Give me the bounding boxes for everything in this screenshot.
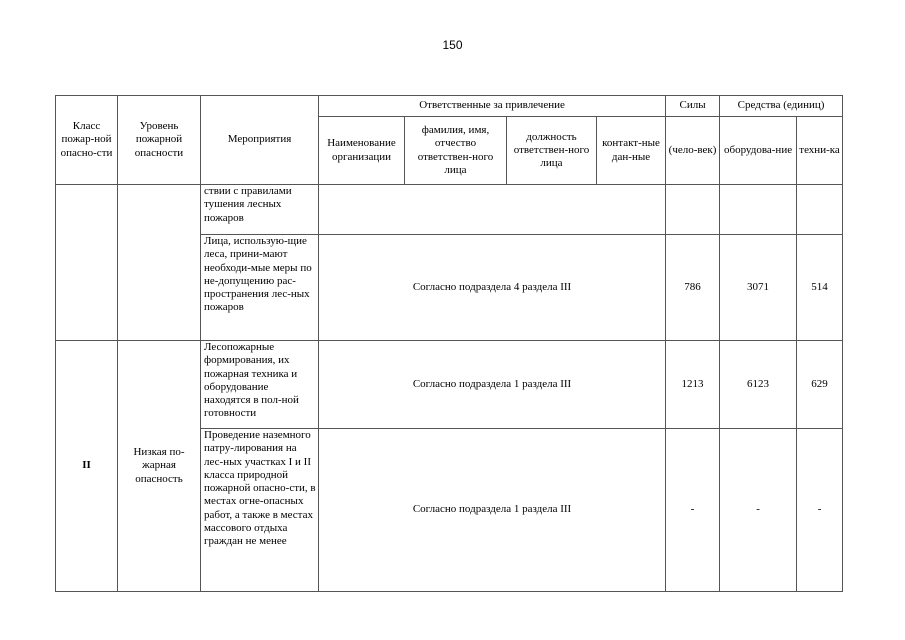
responsible-cell: Согласно подраздела 4 раздела III: [319, 235, 666, 341]
header-equipment: оборудова-ние: [720, 117, 797, 185]
measure-cell: Лица, использую-щие леса, прини-мают необходи-мые меры по не-допущению рас-пространения лес-ных пожаров: [201, 235, 319, 341]
header-responsible: Ответственные за привлечение: [319, 96, 666, 117]
header-means: Средства (единиц): [720, 96, 843, 117]
header-vehicles: техни-ка: [797, 117, 843, 185]
measure-cell: Лесопожарные формирования, их пожарная техника и оборудование находятся в пол-ной готовности: [201, 341, 319, 429]
fire-danger-table: [55, 95, 843, 592]
responsible-cell: [319, 185, 666, 235]
vehicles-cell: 514: [797, 235, 843, 341]
responsible-cell: Согласно подраздела 1 раздела III: [319, 429, 666, 592]
measure-cell: ствии с правилами тушения лесных пожаров: [201, 185, 319, 235]
equipment-cell: [720, 185, 797, 235]
header-measures: Мероприятия: [201, 96, 319, 185]
fire-class-cell-empty: [56, 185, 118, 341]
equipment-cell: 3071: [720, 235, 797, 341]
table-row: [56, 185, 843, 235]
header-people: (чело-век): [666, 117, 720, 185]
people-cell: [666, 185, 720, 235]
vehicles-cell: -: [797, 429, 843, 592]
equipment-cell: 6123: [720, 341, 797, 429]
people-cell: 1213: [666, 341, 720, 429]
header-position: должность ответствен-ного лица: [507, 117, 597, 185]
danger-level-cell-empty: [118, 185, 201, 341]
table-row: [56, 341, 843, 429]
vehicles-cell: [797, 185, 843, 235]
people-cell: -: [666, 429, 720, 592]
header-fire-class: Класс пожар-ной опасно-сти: [56, 96, 118, 185]
header-org-name: Наименование организации: [319, 117, 405, 185]
equipment-cell: -: [720, 429, 797, 592]
page-number: 150: [442, 38, 463, 52]
measure-cell: Проведение наземного патру-лирования на лес-ных участках I и II класса природной пожарной опасно-сти, в местах огне-опасных работ, а также в местах массового отдыха граждан не менее: [201, 429, 319, 592]
header-full-name: фамилия, имя, отчество ответствен-ного лица: [405, 117, 507, 185]
vehicles-cell: 629: [797, 341, 843, 429]
header-danger-level: Уровень пожарной опасности: [118, 96, 201, 185]
people-cell: 786: [666, 235, 720, 341]
responsible-cell: Согласно подраздела 1 раздела III: [319, 341, 666, 429]
fire-class-cell: II: [56, 341, 118, 592]
danger-level-cell: Низкая по-жарная опасность: [118, 341, 201, 592]
header-forces: Силы: [666, 96, 720, 117]
header-row-1: [56, 96, 843, 117]
header-contacts: контакт-ные дан-ные: [597, 117, 666, 185]
